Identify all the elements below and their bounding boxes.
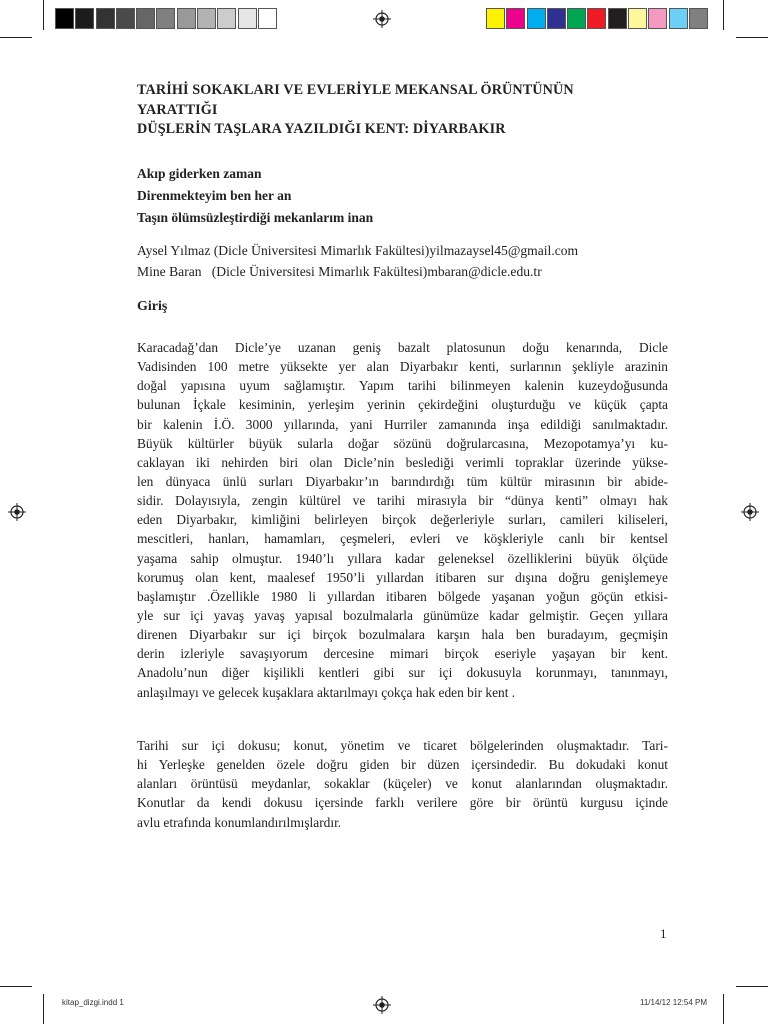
text-line: yaşama sahip olmuştur. 1940’lı yıllara kadar geleneksel özelliklerini büyük ölçüde: [137, 550, 668, 566]
text-line: korumuş olan kent, maalesef 1950’li yıllardan itibaren sur dışına doğru genişlemeye: [137, 569, 668, 585]
body-paragraph: [137, 736, 668, 832]
text-line: yle sur içi yavaş yavaş yapısal bozulmalarla günümüze kadar gelmiştir. Geçen yıllara: [137, 607, 668, 623]
title-line: DÜŞLERİN TAŞLARA YAZILDIĞI KENT: DİYARBAKIR: [137, 121, 506, 137]
text-line: Vadisinden 100 metre yüksekte yer alan Diyarbakır kenti, surlarının şekliyle arazinin: [137, 359, 668, 375]
text-line: len dünyaca ünlü surları Diyarbakır’ın barındırdığı tüm kültür mirasının bir abide-: [137, 473, 668, 489]
poem-line: Akıp giderken zaman: [137, 166, 262, 181]
crop-mark: [43, 994, 44, 1024]
crop-mark: [0, 986, 32, 987]
epigraph-poem: [137, 163, 373, 229]
text-line: eden Diyarbakır, kimliğini belirleyen birçok değerleriyle surları, camileri kiliseleri,: [137, 512, 668, 528]
section-heading: Giriş: [137, 299, 168, 314]
color-swatch: [258, 8, 277, 29]
crop-mark: [43, 0, 44, 30]
crop-mark: [736, 37, 768, 38]
text-line: avlu etrafında konumlandırılmışlardır.: [137, 814, 342, 830]
crop-mark: [0, 37, 32, 38]
color-swatch: [527, 8, 546, 29]
process-color-bar: [486, 8, 709, 29]
color-swatch: [96, 8, 115, 29]
color-swatch: [669, 8, 688, 29]
slug-filename: kitap_dizgi.indd 1: [62, 998, 124, 1007]
text-line: bulunan İçkale kesiminin, yerleşim yerinin çekirdeğini oluşturduğu ve küçük çapta: [137, 397, 668, 413]
text-line: hi Yerleşke genelden özele doğru giden bir düzen içersindedir. Bu dokudaki konut: [137, 757, 668, 773]
color-swatch: [689, 8, 708, 29]
text-line: Anadolu’nun diğer kişilikli kentleri gibi sur içi dokusuyla korunmayı, tanınmayı,: [137, 665, 668, 681]
text-line: sidir. Dolayısıyla, zengin kültürel ve tarihi mirasıyla bir “dünya kenti” olmayı hak: [137, 493, 668, 509]
author-list: [137, 240, 578, 282]
color-swatch: [486, 8, 505, 29]
slug-datetime: 11/14/12 12:54 PM: [640, 998, 708, 1007]
color-swatch: [567, 8, 586, 29]
poem-line: Taşın ölümsüzleştirdiği mekanlarım inan: [137, 210, 374, 225]
title-line: TARİHİ SOKAKLARI VE EVLERİYLE MEKANSAL ÖRÜNTÜNÜN: [137, 82, 574, 98]
title-line: YARATTIĞI: [137, 101, 218, 118]
text-line: caklayan iki nehirden biri olan Dicle’nin beslediği verimli topraklar üzerinde yükse-: [137, 454, 668, 470]
color-swatch: [197, 8, 216, 29]
text-line: bir kalenin İ.Ö. 3000 yıllarında, yani Hurriler zamanında inşa edildiği sanılmaktadır.: [137, 416, 668, 432]
color-swatch: [75, 8, 94, 29]
text-line: anlaşılmayı ve gelecek kuşaklara aktarılmayı çokça hak eden bir kent .: [137, 684, 516, 700]
registration-mark-icon: [373, 10, 391, 28]
poem-line: Direnmekteyim ben her an: [137, 188, 292, 203]
text-line: derin izleriyle savaşıyorum dercesine mimari birçok eseriyle yaşayan bir kent.: [137, 646, 668, 662]
registration-mark-icon: [741, 503, 759, 521]
registration-mark-icon: [8, 503, 26, 521]
color-swatch: [238, 8, 257, 29]
color-swatch: [628, 8, 647, 29]
body-paragraph: [137, 338, 668, 702]
article-title: [137, 81, 677, 140]
author-line: Mine Baran (Dicle Üniversitesi Mimarlık Fakültesi)mbaran@dicle.edu.tr: [137, 264, 542, 279]
grayscale-color-bar: [55, 8, 278, 29]
color-swatch: [136, 8, 155, 29]
color-swatch: [648, 8, 667, 29]
text-line: direnen Diyarbakır sur içi birçok bozulmalara karşın hala ben buradayım, geçmişin: [137, 627, 668, 643]
crop-mark: [723, 994, 724, 1024]
text-line: mescitleri, hanları, hamamları, çeşmeleri, evleri ve köşkleriyle canlı bir kentsel: [137, 531, 668, 547]
text-line: Karacadağ’dan Dicle’ye uzanan geniş bazalt platosunun doğu kenarında, Dicle: [137, 340, 668, 355]
color-swatch: [217, 8, 236, 29]
color-swatch: [587, 8, 606, 29]
color-swatch: [116, 8, 135, 29]
color-swatch: [547, 8, 566, 29]
text-line: Konutlar da kendi dokusu içersinde farklı verilere göre bir örüntü kurgusu içinde: [137, 795, 668, 811]
text-line: Tarihi sur içi dokusu; konut, yönetim ve ticaret bölgelerinden oluşmaktadır. Tari-: [137, 738, 668, 753]
text-line: başlamıştır .Özellikle 1980 li yıllardan itibaren bölgede yaşanan yoğun göçün etkisi-: [137, 588, 668, 604]
crop-mark: [723, 0, 724, 30]
color-swatch: [177, 8, 196, 29]
color-swatch: [506, 8, 525, 29]
page-number: 1: [660, 926, 667, 941]
color-swatch: [55, 8, 74, 29]
text-line: alanları örüntüsü meydanlar, sokaklar (küçeler) ve konut alanlarından oluşmaktadır.: [137, 776, 668, 792]
color-swatch: [156, 8, 175, 29]
text-line: Büyük kültürler büyük sularla doğar sözünü doğrularcasına, Mezopotamya’yı ku-: [137, 435, 668, 451]
author-line: Aysel Yılmaz (Dicle Üniversitesi Mimarlık Fakültesi)yilmazaysel45@gmail.com: [137, 243, 579, 258]
crop-mark: [736, 986, 768, 987]
registration-mark-icon: [373, 996, 391, 1014]
color-swatch: [608, 8, 627, 29]
text-line: doğal yapısına uyum sağlamıştır. Yapım tarihi bilinmeyen kalenin kuzeydoğusunda: [137, 378, 668, 394]
